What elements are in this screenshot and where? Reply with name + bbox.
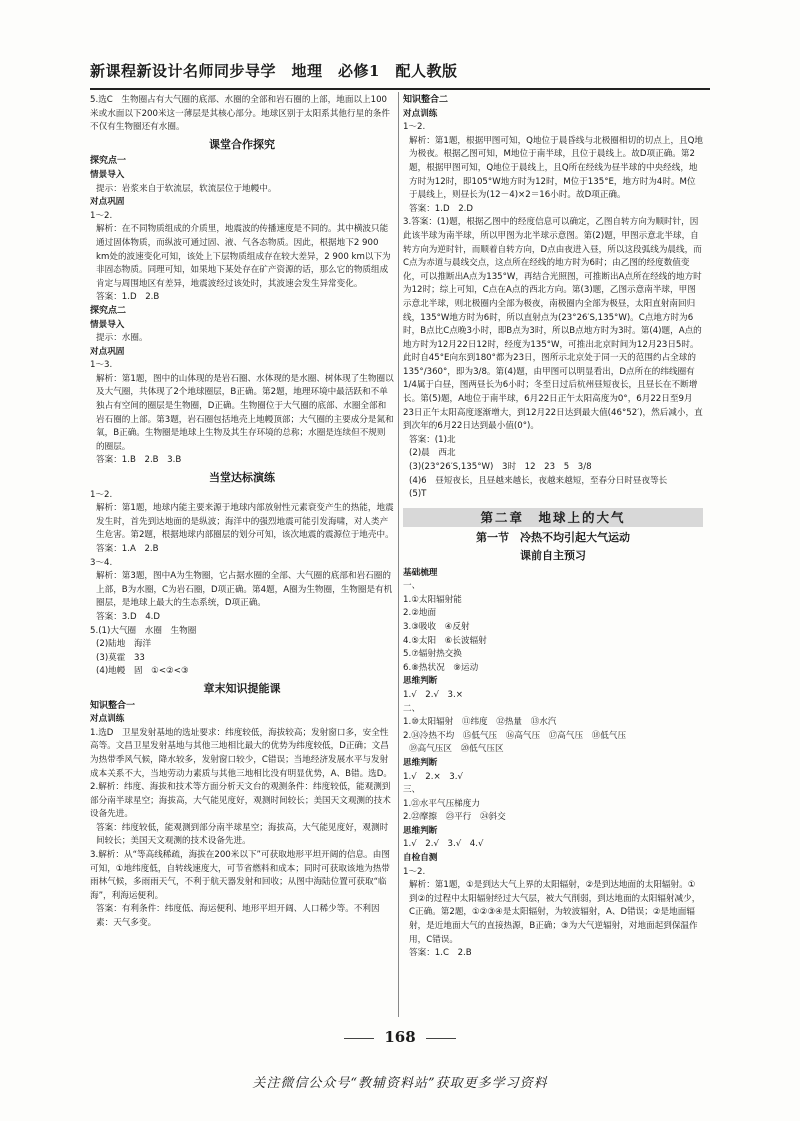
daan-4: 答案：3.D 4.D xyxy=(96,611,161,622)
jichu-shuli: 基础梳理 xyxy=(403,567,438,578)
item-3: 3.解析：从“等高线稀疏，海拔在200米以下”可获取地形平坦开阔的信息。由图可知，①地纬度低，自转线速度大，可节省燃料和成本；同时可获取该地为热带雨林气候，多雨雨天气，不利于航天器发射和回收；从图中海陆位置可获取“临海”，利海运便利。 xyxy=(90,850,390,901)
fill-n2: 2.㉒摩擦 ㉓平行 ㉔斜交 xyxy=(403,812,506,823)
part-2: 二、 xyxy=(403,703,421,714)
daan-r5: 答案：1.C 2.B xyxy=(409,948,472,959)
answer-5-3: (3)莫霍 33 xyxy=(96,652,145,663)
fill-4: 4.⑤太阳 ⑥长波辐射 xyxy=(403,635,487,646)
duidian-1: 对点巩固 xyxy=(90,197,125,208)
column-divider xyxy=(398,92,399,1017)
siwei-3: 思维判断 xyxy=(403,825,438,836)
range-1-3: 1～3. xyxy=(90,360,113,371)
zhishi-2: 知识整合二 xyxy=(403,95,449,105)
fill-m3: ⑲高气压区 ⑳低气压区 xyxy=(409,744,504,755)
judge-2: 1.√ 2.× 3.√ xyxy=(403,771,463,782)
siwei-1: 思维判断 xyxy=(403,676,438,687)
jiexi-4: 解析：第3题，图中A为生物圈，它占据水圈的全部、大气圈的底部和岩石圈的上部，B为水圈，C为岩石圈，D项正确。第4题，A圈为生物圈，生物圈是有机圈层，是地球上最大的生态系统，D项正确。 xyxy=(96,571,393,609)
tanjiu-1: 探究点一 xyxy=(90,156,127,167)
answer-5-4: (4)地幔 固 ①<②<③ xyxy=(96,666,189,677)
fill-n1: 1.㉑水平气压梯度力 xyxy=(403,798,480,809)
duidian-xunlian-1: 对点训练 xyxy=(90,714,125,725)
answer-r-5: (5)T xyxy=(409,489,427,500)
subsection-heading: 课前自主预习 xyxy=(520,549,586,562)
fill-1: 1.①太阳辐射能 xyxy=(403,594,462,605)
page-header: 新课程新设计名师同步导学 地理 必修1 配人教版 xyxy=(90,58,710,90)
daan-3: 答案：1.A 2.B xyxy=(96,544,159,554)
range-1-2: 1～2. xyxy=(90,210,113,221)
fill-6: 6.⑧热状况 ⑨运动 xyxy=(403,662,479,673)
duidian-2: 对点巩固 xyxy=(90,346,125,357)
tishi-1: 提示：岩浆来自于软流层，软流层位于地幔中。 xyxy=(96,183,277,194)
zijian-zice: 自检自测 xyxy=(403,853,438,864)
daan-1: 答案：1.D 2.B xyxy=(96,292,160,303)
page-number: 168 xyxy=(0,1028,800,1046)
duidian-xunlian-2: 对点训练 xyxy=(403,108,438,119)
answer-r-2: (2)晨 西北 xyxy=(409,448,456,459)
section-heading: 第一节 冷热不均引起大气运动 xyxy=(476,531,630,545)
footer-note: 关注微信公众号“教辅资料站”获取更多学习资料 xyxy=(252,1076,548,1091)
right-column xyxy=(403,94,703,961)
part-3: 三、 xyxy=(403,785,421,796)
daan-5: 答案：纬度较低，能观测到部分南半球星空；海拔高，大气能见度好，观测时间较长；美国天文观测的技术设备先进。 xyxy=(96,822,389,847)
judge-1: 1.√ 2.√ 3.× xyxy=(403,689,463,700)
jiexi-1: 解析：在不同物质组成的介质里，地震波的传播速度是不同的。其中横波只能通过固体物质，而纵波可通过固、液、气各态物质。因此，根据地下2 900 km处的波速变化可知，该处上下层物质组成存在较大差异，2 900 km以下为非固态物质。同理可知，如果地下某处存在矿产资源的话，那么它的物质组成肯定与周围地区有差异，地震波经过该处时，其波速会发生异常变化。 xyxy=(96,224,391,289)
section-title-zhangmo: 章末知识提能课 xyxy=(203,681,281,695)
range-r-1-2: 1～2. xyxy=(403,122,426,133)
item-2: 2.解析：纬度、海拔和技术等方面分析天文台的观测条件：纬度较低，能观测到部分南半球星空；海拔高，大气能见度好，观测时间较长；美国天文观测的技术设备先进。 xyxy=(90,782,391,820)
section-title-ketang: 课堂合作探究 xyxy=(209,137,275,151)
qingjing-1: 情景导入 xyxy=(90,169,125,180)
judge-3: 1.√ 2.√ 3.√ 4.√ xyxy=(403,839,484,850)
left-column xyxy=(90,94,394,931)
answer-5-1: 5.(1)大气圈 水圈 生物圈 xyxy=(90,625,197,636)
section-title-dangtang: 当堂达标演练 xyxy=(209,471,275,485)
fill-m2: 2.⑭冷热不均 ⑮低气压 ⑯高气压 ⑰高气压 ⑱低气压 xyxy=(403,730,627,741)
tishi-2: 提示：水圈。 xyxy=(96,333,148,344)
answer-r-4: (4)6 昼短夜长，且昼越来越长，夜越来越短，至春分日时昼夜等长 xyxy=(409,475,668,486)
jiexi-2: 解析：第1题，图中的山体现的是岩石圈、水体现的是水圈、树体现了生物圈以及大气圈，共体现了2个地球圈层，B正确。第2题，地理环境中最活跃和不单独占有空间的圈层是生物圈，D正确。生物圈位于大气圈的底部、水圈全部和岩石圈的上部。第3题，岩石圈包括地壳上地幔顶部；大气圈的主要成分是氮和氧，B正确。生物圈是地球上生物及其生存环境的总称；水圈是连续但不规则的圈层。 xyxy=(96,373,394,452)
range-3-4: 3～4. xyxy=(90,557,113,568)
jiexi-r1: 解析：第1题，根据甲图可知，Q地位于晨昏线与北极圈相切的切点上，且Q地为极夜。根据乙图可知，M地位于南半球，且位于晨线上。故D项正确。第2题，根据甲图可知，Q地位于晨线上，且Q所在经线为昼半球的中央经线，地方时为12时，即105°W地方时为12时，M位于135°E，地方时为4时。M位于晨线上，则昼长为(12－4)×2＝16小时。故D项正确。 xyxy=(409,135,703,201)
range-r-1-2c: 1～2. xyxy=(403,866,426,877)
range-1-2b: 1～2. xyxy=(90,489,113,500)
fill-3: 3.③吸收 ④反射 xyxy=(403,621,470,632)
jiexi-3: 解析：第1题，地球内能主要来源于地球内部放射性元素衰变产生的热能，地震发生时，首先到达地面的是纵波；海洋中的强烈地震可能引发海啸，对人类产生危害。第2题，根据地球内部圈层的划分可知，该次地震的震源位于地壳中。 xyxy=(96,503,394,541)
fill-5: 5.⑦辐射热交换 xyxy=(403,649,462,660)
daan-r1: 答案：1.D 2.D xyxy=(409,203,474,214)
chapter-banner: 第二章 地球上的大气 xyxy=(403,508,703,528)
daan-2: 答案：1.B 2.B 3.B xyxy=(96,455,182,466)
zhishi-1: 知识整合一 xyxy=(90,700,136,711)
jiexi-r5: 解析：第1题，①是到达大气上界的太阳辐射，②是到达地面的太阳辐射。①到②的过程中太阳辐射经过大气层，被大气削弱，到达地面的太阳辐射减少，C正确。第2题，①②③④是太阳辐射，为较波辐射，A、D错误；②是地面辐射，是近地面大气的直接热源，B正确；③为大气逆辐射，对地面起到保温作用，C错误。 xyxy=(409,880,701,945)
tanjiu-2: 探究点二 xyxy=(90,305,127,316)
answer-5-2: (2)陆地 海洋 xyxy=(96,639,152,650)
answer-5: 5.选C 生物圈占有大气圈的底部、水圈的全部和岩石圈的上部，地面以上100米或水面以下200米这一薄层是其核心部分。地球区别于太阳系其他行星的条件不仅有生物圈还有水圈。 xyxy=(90,95,390,133)
qingjing-2: 情景导入 xyxy=(90,319,125,330)
daan-6: 答案：有利条件：纬度低、海运便利、地形平坦开阔、人口稀少等。不利因素：天气多变。 xyxy=(96,904,380,929)
part-1: 一、 xyxy=(403,581,421,592)
jiexi-r3: 3.答案：(1)题，根据乙图中的经度信息可以确定，乙图自转方向为顺时针，因此该半球为南半球，所以甲图为北半球示意图。第(2)题，甲图示意北半球，自转方向为逆时针，而顺着自转方向，D点由夜进入昼，所以这段弧线为晨线，而C点为赤道与晨线交点，这点所在经线的地方时为6时；由乙图的经度数值变化，可以推断出A点为135°W，再结合光照图，可推断出A点所在经线的地方时为12时；综上可知，C点在A点的西北方向。第(3)题，乙图示意南半球，甲图示意北半球，则北极圈内全部为极夜，南极圈内全部为极昼，太阳直射南回归线，135°W地方时为6时，所以直射点为(23°26′S,135°W)。C点地方时为6时，B点比C点晚3小时，即B点为3时，所以B点地方时为3时。第(4)题，A点的地方时为12月22日12时，经度为135°W，可推出北京时间为12月23日5时。此时自45°E向东到180°都为23日，图所示北京处于同一天的范围约占全球的135°/360°，即为3/8。第(4)题，由甲图可以明显看出，D点所在的纬线圈有1/4属于白昼，图两昼长为6小时；冬至日过后杭州昼短夜长，且昼长在不断增长。第(5)题，A地位于南半球，6月22日正午太阳高度为0°，6月22日至9月23日正午太阳高度逐渐增大，到12月22日达到最大值(46°52′)，然后减小，直到次年的6月22日达到最小值(0°)。 xyxy=(403,217,703,432)
answer-r-1: 答案：(1)北 xyxy=(409,434,456,445)
item-1: 1.选D 卫星发射基地的选址要求：纬度较低，海拔较高；发射窗口多，安全性高等。文昌卫星发射基地与其他三地相比最大的优势为纬度较低，D正确；文昌为热带季风气候，降水较多，发射窗口较少，C错误；当地经济发展水平与发射成本关系不大，当地劳动力素质与其他三地相比没有明显优势，A、B错。选D。 xyxy=(90,727,392,779)
siwei-2: 思维判断 xyxy=(403,757,438,768)
answer-r-3: (3)(23°26′S,135°W) 3时 12 23 5 3/8 xyxy=(409,462,592,473)
fill-m1: 1.⑩太阳辐射 ⑪纬度 ⑫热量 ⑬水汽 xyxy=(403,717,557,728)
fill-2: 2.②地面 xyxy=(403,608,437,619)
